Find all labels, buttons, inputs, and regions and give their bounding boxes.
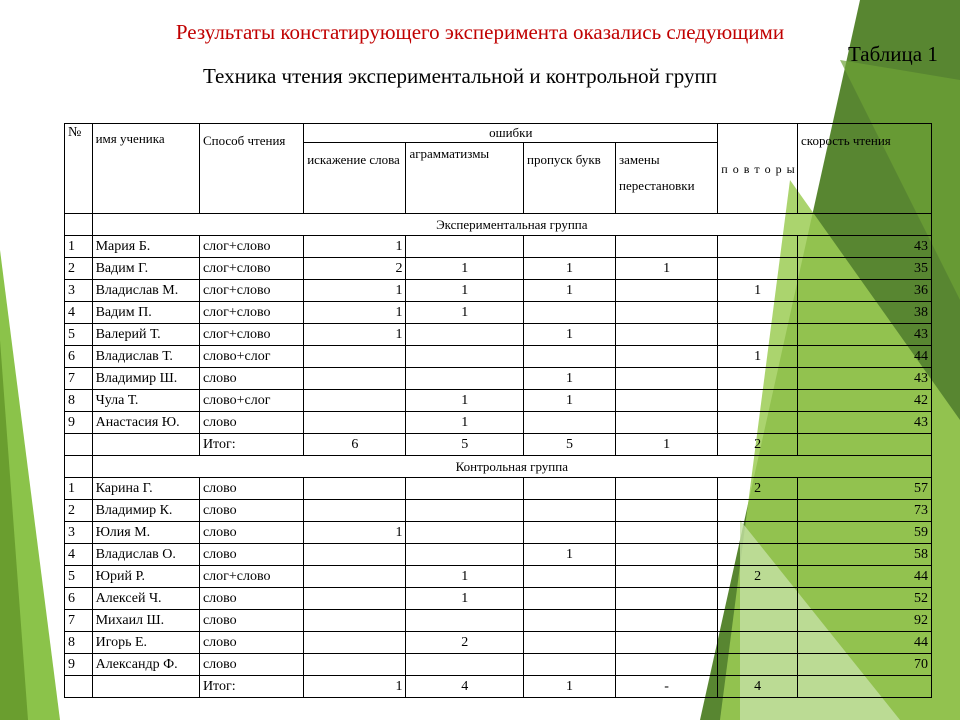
table-row bbox=[65, 654, 932, 676]
replacement-value bbox=[616, 368, 718, 390]
student-name: Владимир Ш. bbox=[92, 368, 199, 390]
agrammatism-value: 1 bbox=[406, 566, 524, 588]
speed-value: 92 bbox=[798, 610, 932, 632]
agrammatism-value: 1 bbox=[406, 280, 524, 302]
group-spacer-cell bbox=[65, 214, 93, 236]
replacement-value bbox=[616, 632, 718, 654]
row-num: 7 bbox=[65, 368, 93, 390]
header-name: имя ученика bbox=[92, 124, 199, 214]
replacement-value bbox=[616, 236, 718, 258]
repeats-value bbox=[718, 236, 798, 258]
table-row bbox=[65, 632, 932, 654]
table-row bbox=[65, 566, 932, 588]
table-row bbox=[65, 610, 932, 632]
replacement-value bbox=[616, 654, 718, 676]
student-name: Валерий Т. bbox=[92, 324, 199, 346]
reading-method: слог+слово bbox=[199, 258, 303, 280]
table-row bbox=[65, 236, 932, 258]
header-distortion: искажение слова bbox=[304, 143, 406, 214]
row-num: 2 bbox=[65, 258, 93, 280]
repeats-value bbox=[718, 258, 798, 280]
row-num: 3 bbox=[65, 522, 93, 544]
header-replacement: замены перестановки bbox=[616, 143, 718, 214]
repeats-value: 2 bbox=[718, 566, 798, 588]
speed-value: 43 bbox=[798, 236, 932, 258]
omission-value bbox=[524, 302, 616, 324]
reading-method: слово bbox=[199, 412, 303, 434]
replacement-value bbox=[616, 412, 718, 434]
distortion-value bbox=[304, 412, 406, 434]
table-row bbox=[65, 544, 932, 566]
speed-value: 44 bbox=[798, 632, 932, 654]
total-label: Итог: bbox=[199, 676, 303, 698]
student-name: Юрий Р. bbox=[92, 566, 199, 588]
student-name: Владислав М. bbox=[92, 280, 199, 302]
distortion-value: 1 bbox=[304, 280, 406, 302]
distortion-value: 1 bbox=[304, 302, 406, 324]
reading-method: слово bbox=[199, 500, 303, 522]
reading-method: слог+слово bbox=[199, 324, 303, 346]
row-num: 6 bbox=[65, 346, 93, 368]
speed-value: 42 bbox=[798, 390, 932, 412]
repeats-value: 2 bbox=[718, 478, 798, 500]
omission-value: 1 bbox=[524, 258, 616, 280]
replacement-value bbox=[616, 610, 718, 632]
repeats-value bbox=[718, 632, 798, 654]
row-num: 8 bbox=[65, 390, 93, 412]
row-num: 1 bbox=[65, 236, 93, 258]
row-num: 2 bbox=[65, 500, 93, 522]
speed-value: 52 bbox=[798, 588, 932, 610]
agrammatism-value bbox=[406, 522, 524, 544]
speed-value: 43 bbox=[798, 412, 932, 434]
distortion-value bbox=[304, 368, 406, 390]
row-num: 4 bbox=[65, 544, 93, 566]
table-row bbox=[65, 522, 932, 544]
row-num: 6 bbox=[65, 588, 93, 610]
student-name: Вадим Г. bbox=[92, 258, 199, 280]
total-num-empty bbox=[65, 434, 93, 456]
omission-value bbox=[524, 632, 616, 654]
distortion-value: 2 bbox=[304, 258, 406, 280]
replacement-value bbox=[616, 588, 718, 610]
speed-value: 58 bbox=[798, 544, 932, 566]
agrammatism-value bbox=[406, 368, 524, 390]
distortion-value bbox=[304, 632, 406, 654]
omission-value bbox=[524, 566, 616, 588]
speed-value: 43 bbox=[798, 368, 932, 390]
header-num: № bbox=[65, 124, 93, 214]
replacement-value bbox=[616, 544, 718, 566]
table-row bbox=[65, 500, 932, 522]
total-distortion: 1 bbox=[304, 676, 406, 698]
header-repeats: п о в т о р ы bbox=[718, 124, 798, 214]
table-row bbox=[65, 346, 932, 368]
table-subtitle: Техника чтения экспериментальной и контрольной групп bbox=[203, 64, 717, 88]
omission-value bbox=[524, 610, 616, 632]
row-num: 8 bbox=[65, 632, 93, 654]
repeats-value bbox=[718, 544, 798, 566]
group-label-row bbox=[65, 456, 932, 478]
table-row bbox=[65, 478, 932, 500]
total-name-empty bbox=[92, 676, 199, 698]
total-repeats: 2 bbox=[718, 434, 798, 456]
agrammatism-value: 2 bbox=[406, 632, 524, 654]
reading-method: слово bbox=[199, 610, 303, 632]
repeats-value bbox=[718, 654, 798, 676]
group-label-row bbox=[65, 214, 932, 236]
student-name: Анастасия Ю. bbox=[92, 412, 199, 434]
speed-value: 73 bbox=[798, 500, 932, 522]
student-name: Алексей Ч. bbox=[92, 588, 199, 610]
omission-value: 1 bbox=[524, 390, 616, 412]
agrammatism-value bbox=[406, 324, 524, 346]
agrammatism-value: 1 bbox=[406, 302, 524, 324]
total-row bbox=[65, 676, 932, 698]
student-name: Владислав Т. bbox=[92, 346, 199, 368]
omission-value bbox=[524, 346, 616, 368]
agrammatism-value bbox=[406, 544, 524, 566]
agrammatism-value bbox=[406, 478, 524, 500]
distortion-value: 1 bbox=[304, 324, 406, 346]
total-agrammatism: 4 bbox=[406, 676, 524, 698]
total-replacement: 1 bbox=[616, 434, 718, 456]
total-speed bbox=[798, 434, 932, 456]
speed-value: 44 bbox=[798, 566, 932, 588]
distortion-value bbox=[304, 500, 406, 522]
omission-value: 1 bbox=[524, 368, 616, 390]
repeats-value bbox=[718, 500, 798, 522]
student-name: Михаил Ш. bbox=[92, 610, 199, 632]
agrammatism-value bbox=[406, 610, 524, 632]
student-name: Юлия М. bbox=[92, 522, 199, 544]
header-agrammatism: аграмматизмы bbox=[406, 143, 524, 214]
total-agrammatism: 5 bbox=[406, 434, 524, 456]
distortion-value bbox=[304, 566, 406, 588]
total-omission: 5 bbox=[524, 434, 616, 456]
distortion-value bbox=[304, 654, 406, 676]
header-omission: пропуск букв bbox=[524, 143, 616, 214]
table-label: Таблица 1 bbox=[848, 42, 938, 66]
total-distortion: 6 bbox=[304, 434, 406, 456]
replacement-value bbox=[616, 390, 718, 412]
reading-method: слово bbox=[199, 654, 303, 676]
repeats-value bbox=[718, 522, 798, 544]
header-row-top bbox=[65, 124, 932, 143]
agrammatism-value bbox=[406, 654, 524, 676]
reading-method: слово bbox=[199, 588, 303, 610]
omission-value bbox=[524, 478, 616, 500]
slide-title: Результаты констатирующего эксперимента оказались следующими bbox=[175, 20, 785, 44]
total-label: Итог: bbox=[199, 434, 303, 456]
student-name: Мария Б. bbox=[92, 236, 199, 258]
speed-value: 38 bbox=[798, 302, 932, 324]
row-num: 1 bbox=[65, 478, 93, 500]
reading-method: слово bbox=[199, 478, 303, 500]
row-num: 9 bbox=[65, 654, 93, 676]
replacement-value bbox=[616, 280, 718, 302]
replacement-value bbox=[616, 324, 718, 346]
table-row bbox=[65, 280, 932, 302]
repeats-value: 1 bbox=[718, 346, 798, 368]
student-name: Владимир К. bbox=[92, 500, 199, 522]
table-row bbox=[65, 258, 932, 280]
distortion-value: 1 bbox=[304, 522, 406, 544]
omission-value bbox=[524, 588, 616, 610]
row-num: 5 bbox=[65, 324, 93, 346]
replacement-value bbox=[616, 522, 718, 544]
reading-method: слог+слово bbox=[199, 280, 303, 302]
repeats-value bbox=[718, 588, 798, 610]
group-label: Экспериментальная группа bbox=[92, 214, 931, 236]
reading-technique-table bbox=[64, 123, 932, 698]
total-speed bbox=[798, 676, 932, 698]
row-num: 7 bbox=[65, 610, 93, 632]
total-num-empty bbox=[65, 676, 93, 698]
header-method: Способ чтения bbox=[199, 124, 303, 214]
table-row bbox=[65, 302, 932, 324]
row-num: 4 bbox=[65, 302, 93, 324]
omission-value: 1 bbox=[524, 324, 616, 346]
agrammatism-value: 1 bbox=[406, 390, 524, 412]
distortion-value bbox=[304, 478, 406, 500]
repeats-value bbox=[718, 368, 798, 390]
total-replacement: - bbox=[616, 676, 718, 698]
reading-method: слово+слог bbox=[199, 390, 303, 412]
group-label: Контрольная группа bbox=[92, 456, 931, 478]
student-name: Александр Ф. bbox=[92, 654, 199, 676]
table-row bbox=[65, 324, 932, 346]
row-num: 3 bbox=[65, 280, 93, 302]
replacement-value bbox=[616, 302, 718, 324]
reading-method: слово bbox=[199, 632, 303, 654]
repeats-value bbox=[718, 324, 798, 346]
speed-value: 44 bbox=[798, 346, 932, 368]
table-row bbox=[65, 368, 932, 390]
repeats-value bbox=[718, 412, 798, 434]
repeats-value bbox=[718, 610, 798, 632]
speed-value: 70 bbox=[798, 654, 932, 676]
speed-value: 59 bbox=[798, 522, 932, 544]
speed-value: 57 bbox=[798, 478, 932, 500]
distortion-value: 1 bbox=[304, 236, 406, 258]
table-row bbox=[65, 412, 932, 434]
student-name: Владислав О. bbox=[92, 544, 199, 566]
omission-value: 1 bbox=[524, 280, 616, 302]
repeats-value bbox=[718, 302, 798, 324]
group-spacer-cell bbox=[65, 456, 93, 478]
reading-method: слово bbox=[199, 522, 303, 544]
speed-value: 43 bbox=[798, 324, 932, 346]
omission-value bbox=[524, 236, 616, 258]
total-row bbox=[65, 434, 932, 456]
student-name: Чула Т. bbox=[92, 390, 199, 412]
replacement-value bbox=[616, 500, 718, 522]
student-name: Карина Г. bbox=[92, 478, 199, 500]
total-name-empty bbox=[92, 434, 199, 456]
distortion-value bbox=[304, 588, 406, 610]
distortion-value bbox=[304, 544, 406, 566]
speed-value: 36 bbox=[798, 280, 932, 302]
repeats-value bbox=[718, 390, 798, 412]
distortion-value bbox=[304, 390, 406, 412]
table-row bbox=[65, 390, 932, 412]
agrammatism-value bbox=[406, 236, 524, 258]
reading-method: слово+слог bbox=[199, 346, 303, 368]
replacement-value: 1 bbox=[616, 258, 718, 280]
agrammatism-value: 1 bbox=[406, 588, 524, 610]
row-num: 5 bbox=[65, 566, 93, 588]
agrammatism-value bbox=[406, 500, 524, 522]
table-body bbox=[65, 124, 932, 698]
replacement-value bbox=[616, 478, 718, 500]
agrammatism-value: 1 bbox=[406, 258, 524, 280]
agrammatism-value: 1 bbox=[406, 412, 524, 434]
omission-value bbox=[524, 522, 616, 544]
replacement-value bbox=[616, 566, 718, 588]
header-errors: ошибки bbox=[304, 124, 718, 143]
total-repeats: 4 bbox=[718, 676, 798, 698]
reading-method: слог+слово bbox=[199, 302, 303, 324]
table-row bbox=[65, 588, 932, 610]
student-name: Игорь Е. bbox=[92, 632, 199, 654]
distortion-value bbox=[304, 346, 406, 368]
replacement-value bbox=[616, 346, 718, 368]
header-speed: скорость чтения bbox=[798, 124, 932, 214]
omission-value: 1 bbox=[524, 544, 616, 566]
reading-method: слог+слово bbox=[199, 566, 303, 588]
student-name: Вадим П. bbox=[92, 302, 199, 324]
reading-method: слово bbox=[199, 544, 303, 566]
omission-value bbox=[524, 412, 616, 434]
repeats-value: 1 bbox=[718, 280, 798, 302]
total-omission: 1 bbox=[524, 676, 616, 698]
speed-value: 35 bbox=[798, 258, 932, 280]
row-num: 9 bbox=[65, 412, 93, 434]
reading-method: слог+слово bbox=[199, 236, 303, 258]
distortion-value bbox=[304, 610, 406, 632]
agrammatism-value bbox=[406, 346, 524, 368]
omission-value bbox=[524, 654, 616, 676]
reading-method: слово bbox=[199, 368, 303, 390]
omission-value bbox=[524, 500, 616, 522]
